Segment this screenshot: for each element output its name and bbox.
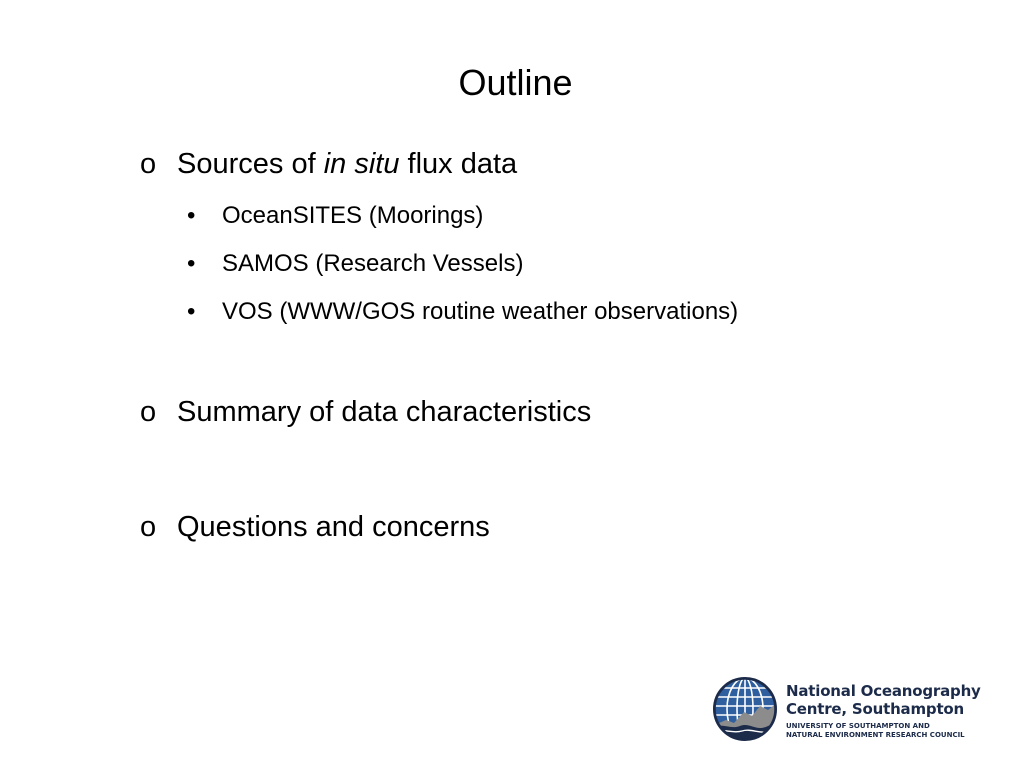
sub-bullet-marker: • [187, 298, 196, 325]
logo-name-line1: National Oceanography [786, 682, 981, 700]
sub-bullet-oceansites [187, 202, 483, 230]
logo-sub-line1: UNIVERSITY OF SOUTHAMPTON AND [786, 722, 930, 730]
bullet-item-questions [140, 510, 490, 544]
bullet-text: Summary of data characteristics [177, 396, 592, 428]
sub-bullet-text: SAMOS (Research Vessels) [222, 250, 524, 277]
sub-bullet-vos [187, 298, 738, 326]
sub-bullet-marker: • [187, 250, 196, 277]
sub-bullet-samos [187, 250, 523, 278]
bullet-text-after: flux data [399, 148, 518, 180]
sub-bullet-text: OceanSITES (Moorings) [222, 202, 484, 229]
logo-name-line2: Centre, Southampton [786, 700, 965, 718]
bullet-marker: o [140, 511, 157, 543]
bullet-item-summary [140, 395, 591, 429]
bullet-marker: o [140, 148, 157, 180]
logo-sub-line2: NATURAL ENVIRONMENT RESEARCH COUNCIL [786, 730, 965, 739]
sub-bullet-text: VOS (WWW/GOS routine weather observations) [222, 298, 739, 325]
globe-wave-icon [712, 676, 778, 742]
bullet-text-before: Sources of [177, 148, 324, 180]
bullet-text: Questions and concerns [177, 511, 490, 543]
logo-text [786, 682, 981, 739]
bullet-text-italic: in situ [323, 148, 400, 180]
bullet-marker: o [140, 396, 157, 428]
slide-title: Outline [458, 62, 573, 103]
sub-bullet-marker: • [187, 202, 196, 229]
noc-logo [712, 676, 997, 742]
bullet-item-sources [140, 147, 517, 181]
